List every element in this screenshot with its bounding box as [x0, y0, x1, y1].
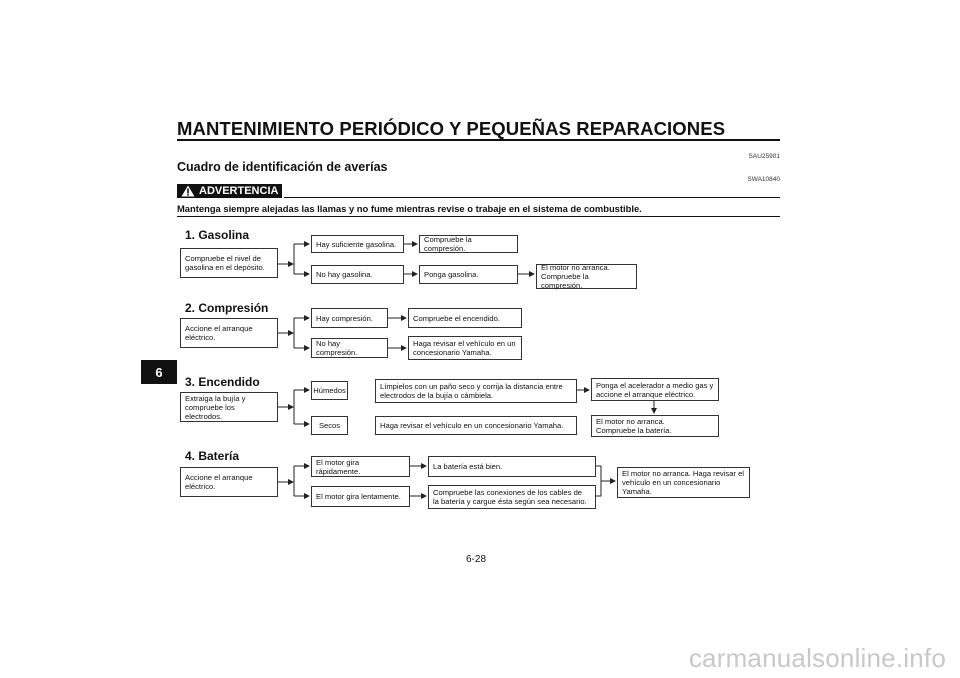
s1-b1-box: No hay gasolina. [311, 265, 404, 284]
page-number: 6-28 [466, 554, 487, 565]
s1-start-box: Compruebe el nivel de gasolina en el depósito. [180, 248, 278, 278]
s3-start-box: Extraiga la bujía y compruebe los electrodos. [180, 392, 278, 422]
s1-b3-box: El motor no arranca. Compruebe la compresión. [536, 264, 637, 289]
section-title: Cuadro de identificación de averías [177, 160, 388, 174]
watermark: carmanualsonline.info [688, 643, 946, 673]
warning-text: Mantenga siempre alejadas las llamas y no fume mientras revise o trabaje en el sistema de combustible. [177, 203, 642, 214]
section-2-title: 2. Compresión [185, 301, 269, 315]
s1-b2-box: Ponga gasolina. [419, 265, 518, 284]
s1-a2-box: Compruebe la compresión. [419, 235, 518, 253]
s2-a1-box: Hay compresión. [311, 308, 388, 328]
s3-a1-box: Húmedos [311, 381, 348, 400]
s3-a3-box: Ponga el acelerador a medio gas y accione el arranque eléctrico. [591, 378, 719, 401]
s3-b1-box: Secos [311, 416, 348, 435]
s4-a2-box: La batería está bien. [428, 456, 596, 477]
chapter-tab: 6 [141, 360, 177, 384]
s4-b2-box: Compruebe las conexiones de los cables de la batería y cargue ésta según sea necesario. [428, 485, 596, 509]
s4-b1-box: El motor gira lentamente. [311, 486, 410, 507]
s2-b2-box: Haga revisar el vehículo en un concesionario Yamaha. [408, 336, 522, 360]
warning-label: ADVERTENCIA [199, 185, 279, 197]
s2-a2-box: Compruebe el encendido. [408, 308, 522, 328]
page-title: MANTENIMIENTO PERIÓDICO Y PEQUEÑAS REPARACIONES [177, 118, 726, 139]
s4-end-box: El motor no arranca. Haga revisar el vehículo en un concesionario Yamaha. [617, 467, 750, 498]
section-3-title: 3. Encendido [185, 375, 260, 389]
section-code: SAU25901 [748, 153, 780, 160]
s3-b3-box: El motor no arranca. Compruebe la batería. [591, 415, 719, 437]
s3-a2-box: Límpielos con un paño seco y corrija la distancia entre electrodos de la bujía o cámbiela. [375, 379, 577, 403]
section-4-title: 4. Batería [185, 449, 240, 463]
s2-b1-box: No hay compresión. [311, 338, 388, 358]
s4-start-box: Accione el arranque eléctrico. [180, 467, 278, 497]
section-1-title: 1. Gasolina [185, 228, 250, 242]
s1-a1-box: Hay suficiente gasolina. [311, 235, 404, 253]
s2-start-box: Accione el arranque eléctrico. [180, 318, 278, 348]
warning-code: SWA10840 [747, 176, 780, 183]
s3-b2-box: Haga revisar el vehículo en un concesionario Yamaha. [375, 416, 577, 435]
s4-a1-box: El motor gira rápidamente. [311, 456, 410, 477]
